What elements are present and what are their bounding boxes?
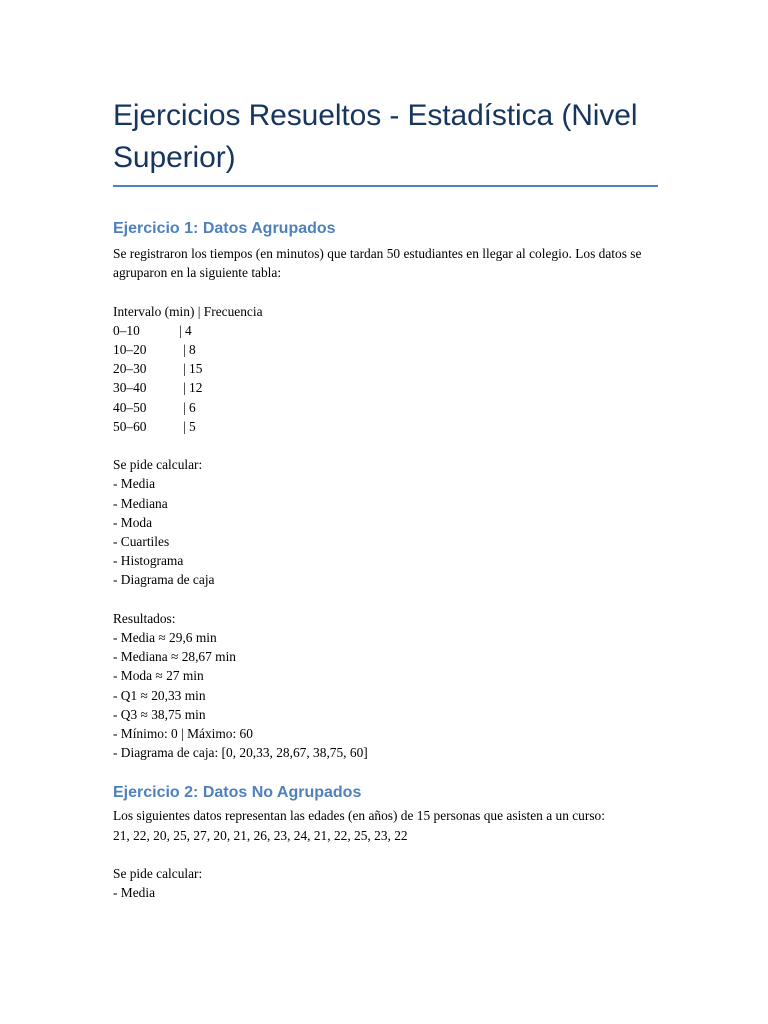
table-row xyxy=(113,417,658,436)
table-row xyxy=(113,359,658,378)
list-item: - Cuartiles xyxy=(113,534,170,550)
result-item: - Mediana ≈ 28,67 min xyxy=(113,649,237,665)
exercise-1-heading: Ejercicio 1: Datos Agrupados xyxy=(113,220,336,237)
spacer xyxy=(113,282,658,301)
result-item: - Q3 ≈ 38,75 min xyxy=(113,706,206,722)
document-title: Ejercicios Resueltos - Estadística (Nivel Superior) xyxy=(113,99,638,174)
result-item: - Diagrama de caja: [0, 20,33, 28,67, 38,75, 60] xyxy=(113,745,368,761)
exercise-1-section xyxy=(113,218,658,762)
spacer xyxy=(113,436,658,455)
result-item: - Mínimo: 0 | Máximo: 60 xyxy=(113,726,253,742)
interval-cell: 10–20 xyxy=(113,342,147,357)
interval-cell: 30–40 xyxy=(113,380,147,396)
list-item: - Diagrama de caja xyxy=(113,572,215,588)
spacer xyxy=(113,590,658,609)
list-item: - Mediana xyxy=(113,495,168,511)
exercise-2-section xyxy=(113,782,658,902)
frequency-cell: | 12 xyxy=(183,380,203,396)
list-item: - Moda xyxy=(113,514,153,530)
frequency-cell: | 8 xyxy=(183,342,196,357)
interval-cell: 0–10 xyxy=(113,322,140,338)
list-item: - Media xyxy=(113,476,156,492)
table-header: Intervalo (min) | Frecuencia xyxy=(113,303,263,319)
interval-cell: 40–50 xyxy=(113,399,147,415)
result-item: - Moda ≈ 27 min xyxy=(113,668,204,684)
frequency-cell: | 6 xyxy=(183,399,196,415)
ask-label: Se pide calcular: xyxy=(113,457,203,473)
interval-cell: 20–30 xyxy=(113,361,147,377)
list-item: - Histograma xyxy=(113,553,184,569)
results-label: Resultados: xyxy=(113,610,176,626)
frequency-table xyxy=(113,321,658,436)
result-item: - Q1 ≈ 20,33 min xyxy=(113,687,206,703)
frequency-cell: | 15 xyxy=(183,361,203,377)
interval-cell: 50–60 xyxy=(113,418,147,434)
ask-label: Se pide calcular: xyxy=(113,866,203,882)
spacer xyxy=(113,845,658,864)
table-row xyxy=(113,321,658,340)
list-item: - Media xyxy=(113,885,156,901)
title-underline xyxy=(113,185,658,187)
exercise-1-intro: Se registraron los tiempos (en minutos) que tardan 50 estudiantes en llegar al colegio. Los datos se agruparon en la siguiente tabla: xyxy=(113,246,642,281)
table-row xyxy=(113,340,658,359)
table-row xyxy=(113,378,658,397)
frequency-cell: | 4 xyxy=(179,322,192,338)
result-item: - Media ≈ 29,6 min xyxy=(113,630,217,646)
table-row xyxy=(113,398,658,417)
exercise-2-heading: Ejercicio 2: Datos No Agrupados xyxy=(113,784,362,802)
document-page xyxy=(113,95,658,902)
frequency-cell: | 5 xyxy=(183,418,196,434)
exercise-2-data: 21, 22, 20, 25, 27, 20, 21, 26, 23, 24, 21, 22, 25, 23, 22 xyxy=(113,827,408,843)
exercise-2-intro: Los siguientes datos representan las edades (en años) de 15 personas que asisten a un curso: xyxy=(113,808,605,824)
